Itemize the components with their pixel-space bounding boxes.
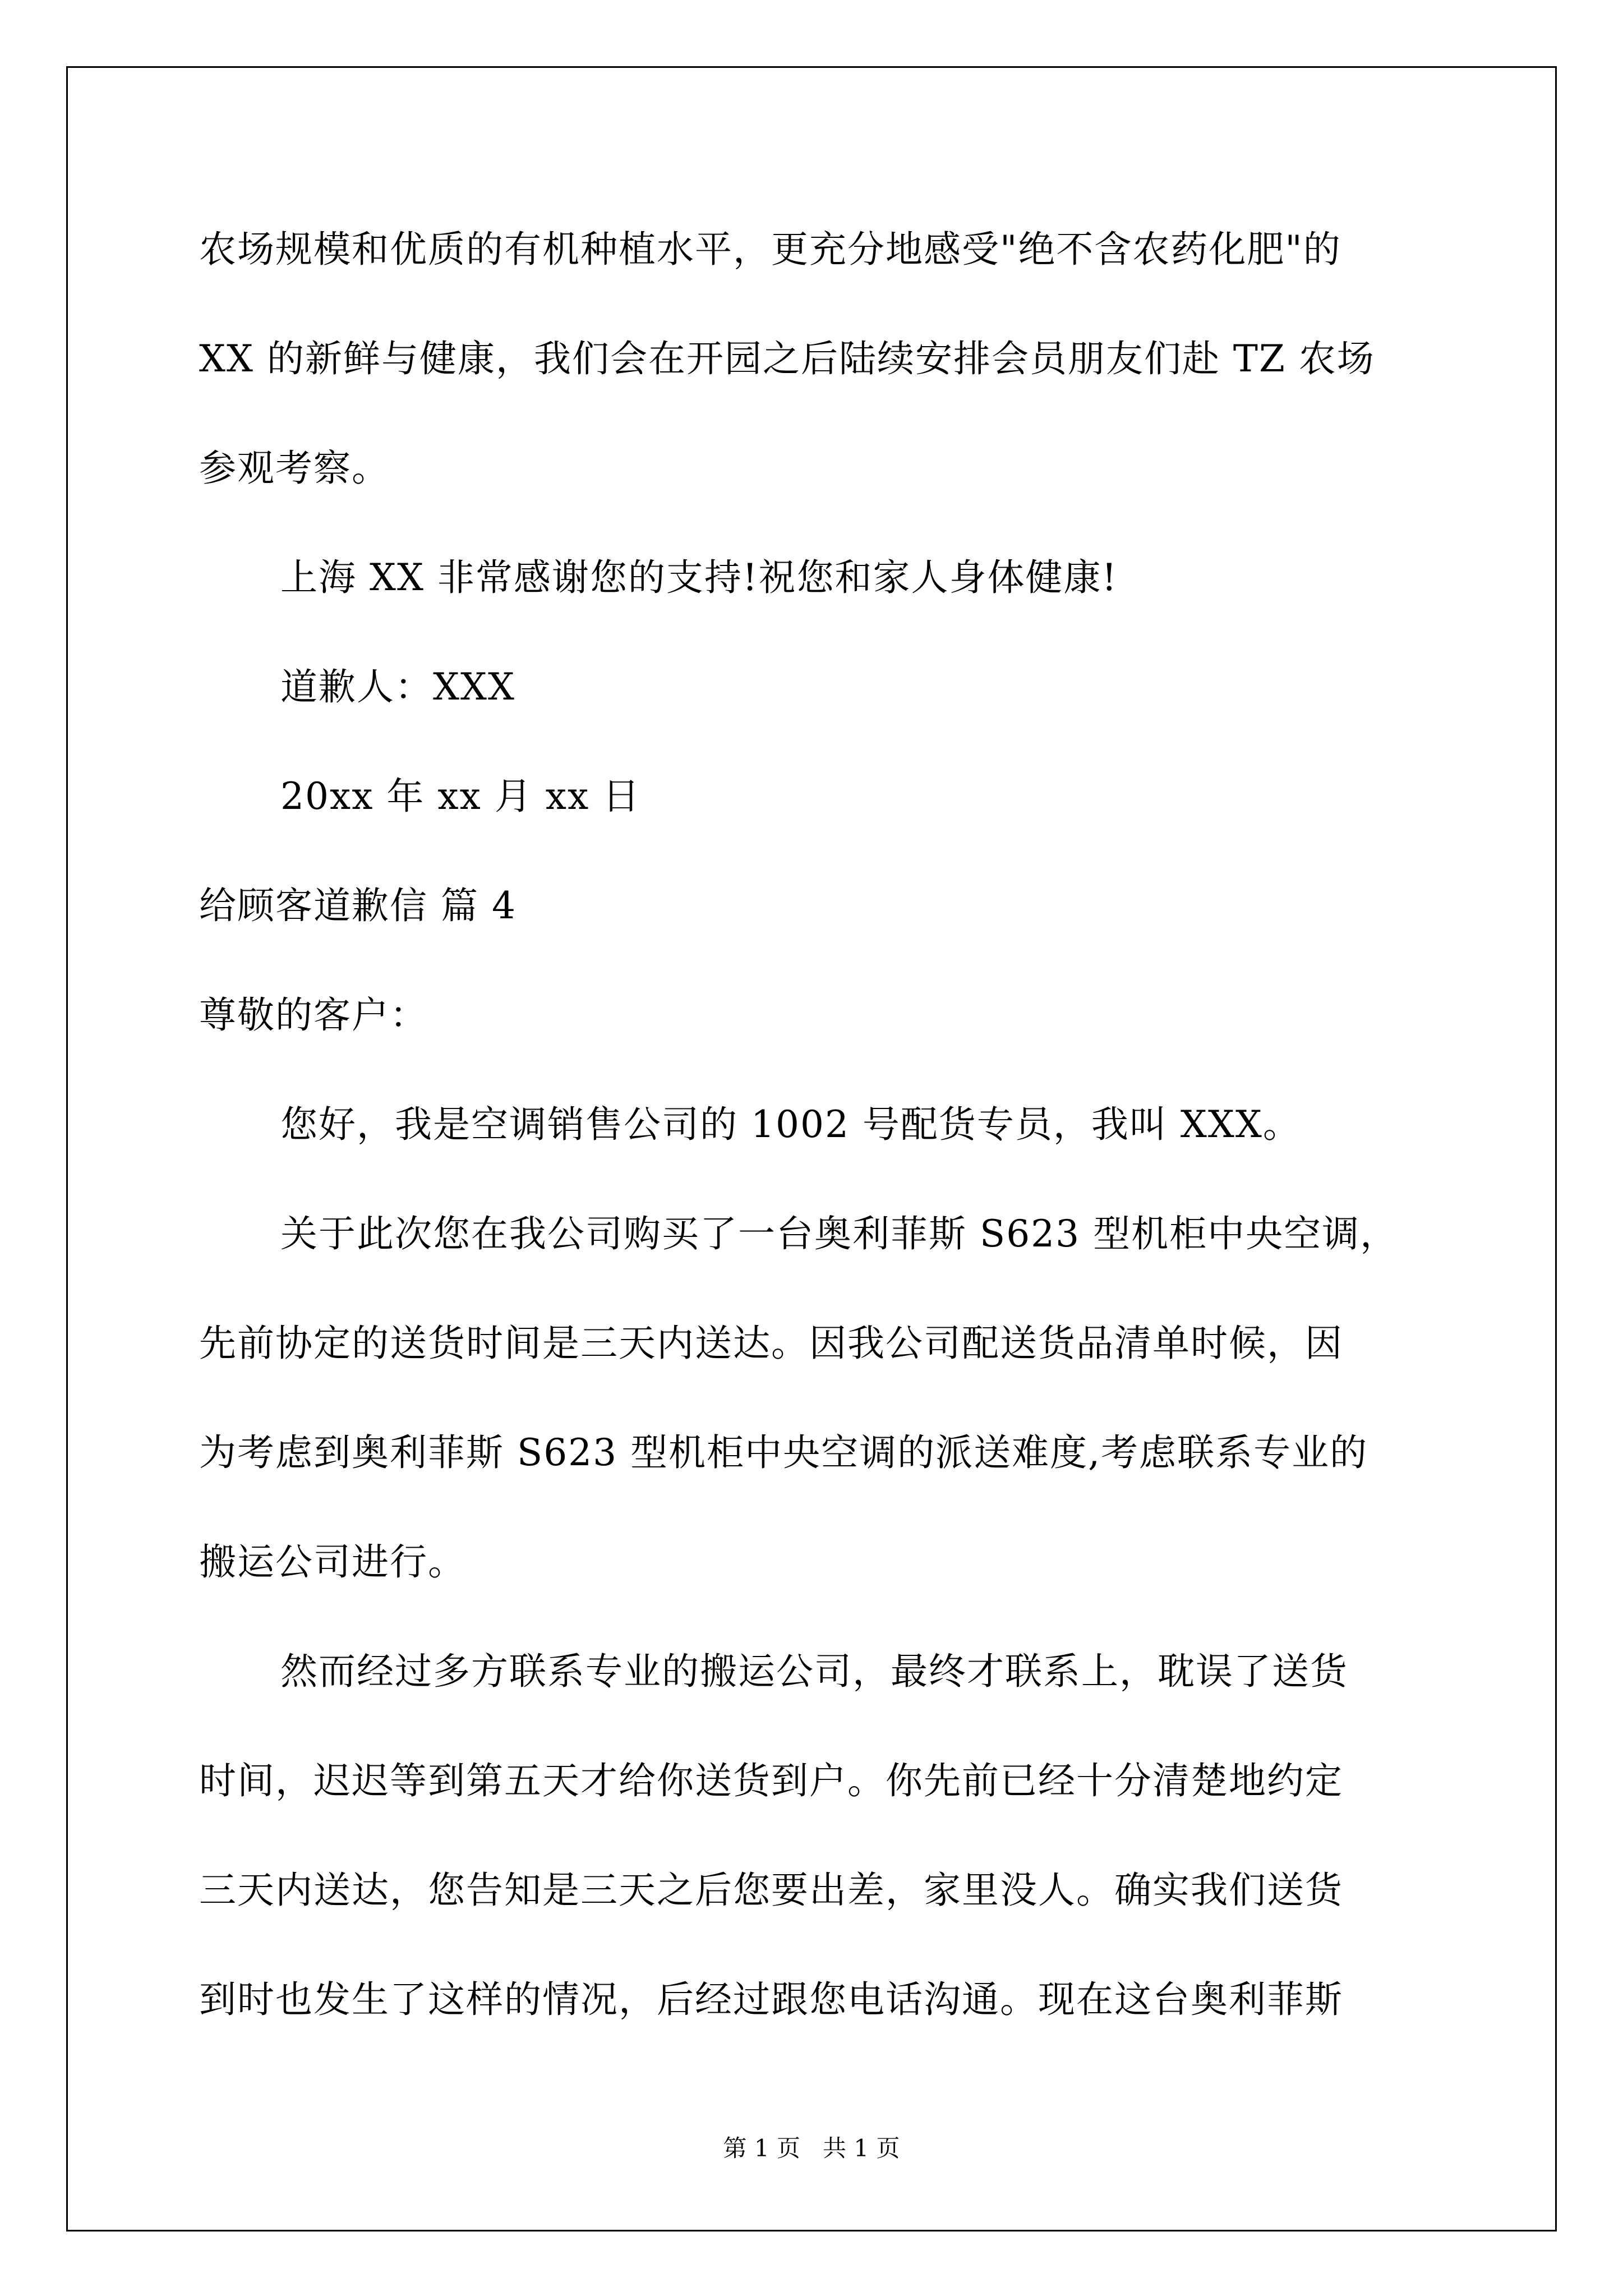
paragraph-line: 搬运公司进行。: [199, 1540, 466, 1584]
paragraph-line: 时间，迟迟等到第五天才给你送货到户。你先前已经十分清楚地约定: [199, 1759, 1343, 1802]
paragraph-line: 为考虑到奥利菲斯 S623 型机柜中央空调的派送难度,考虑联系专业的: [199, 1431, 1368, 1474]
paragraph-line: 参观考察。: [199, 447, 390, 490]
page-footer: 第 1 页 共 1 页: [723, 2134, 900, 2162]
paragraph-line: 到时也发生了这样的情况，后经过跟您电话沟通。现在这台奥利菲斯: [199, 1978, 1343, 2021]
section-heading: 给顾客道歉信 篇 4: [199, 884, 517, 927]
paragraph-line: 上海 XX 非常感谢您的支持!祝您和家人身体健康!: [280, 556, 1118, 599]
paragraph-line: 您好，我是空调销售公司的 1002 号配货专员，我叫 XXX。: [280, 1103, 1301, 1146]
paragraph-line: 关于此次您在我公司购买了一台奥利菲斯 S623 型机柜中央空调，: [280, 1212, 1399, 1255]
date-line: 20xx 年 xx 月 xx 日: [280, 775, 641, 818]
signature-line: 道歉人：XXX: [280, 665, 515, 708]
paragraph-line: XX 的新鲜与健康，我们会在开园之后陆续安排会员朋友们赴 TZ 农场: [199, 337, 1375, 380]
paragraph-line: 三天内送达，您告知是三天之后您要出差，家里没人。确实我们送货: [199, 1869, 1343, 1912]
paragraph-line: 先前协定的送货时间是三天内送达。因我公司配送货品清单时候，因: [199, 1322, 1343, 1365]
salutation: 尊敬的客户：: [199, 993, 428, 1037]
paragraph-line: 农场规模和优质的有机种植水平，更充分地感受"绝不含农药化肥"的: [199, 228, 1341, 271]
paragraph-line: 然而经过多方联系专业的搬运公司，最终才联系上，耽误了送货: [280, 1650, 1348, 1693]
